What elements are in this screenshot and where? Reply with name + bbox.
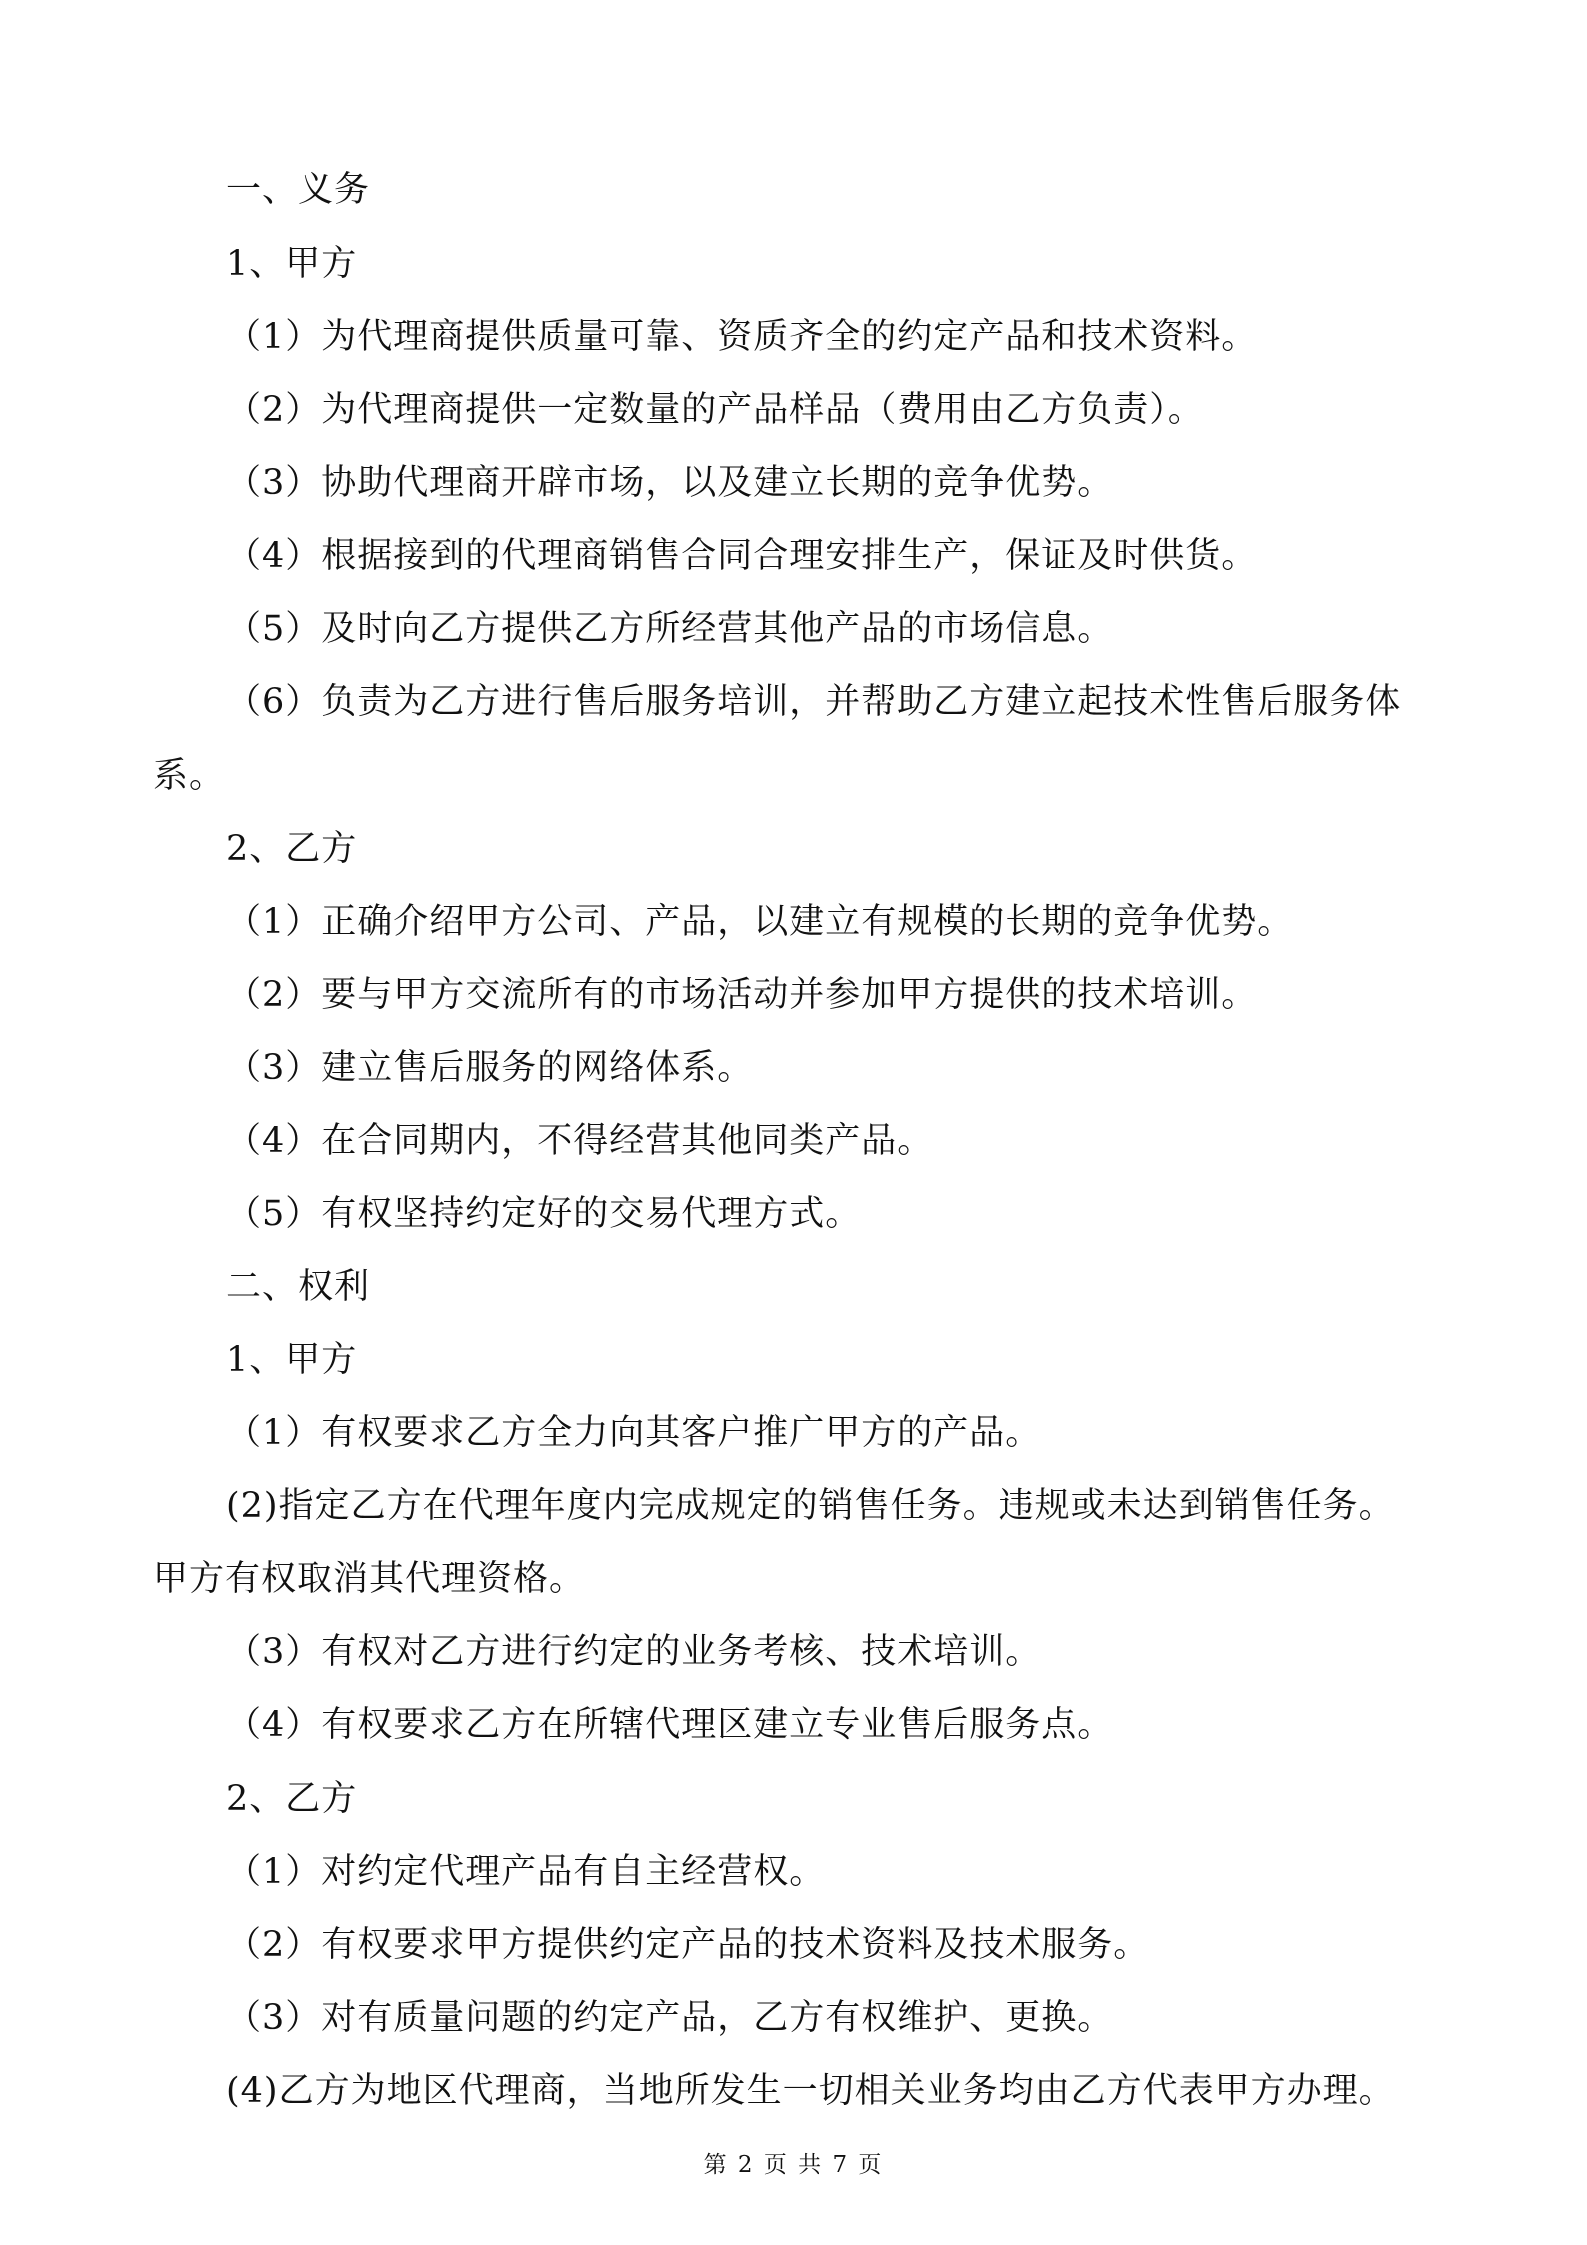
list-item: （5）有权坚持约定好的交易代理方式。 <box>226 1194 862 1234</box>
party-label-a: 1、甲方 <box>226 1340 358 1380</box>
page-number-footer: 第 2 页 共 7 页 <box>703 2152 884 2178</box>
list-item: （4）根据接到的代理商销售合同合理安排生产，保证及时供货。 <box>226 536 1258 576</box>
section-heading-obligations: 一、义务 <box>226 170 371 210</box>
list-item: （1）正确介绍甲方公司、产品，以建立有规模的长期的竞争优势。 <box>226 902 1294 942</box>
list-item: （4）有权要求乙方在所辖代理区建立专业售后服务点。 <box>226 1705 1114 1745</box>
party-label-b: 2、乙方 <box>226 1779 358 1819</box>
list-item-continuation: 系。 <box>153 756 226 796</box>
list-item-continuation: 甲方有权取消其代理资格。 <box>153 1559 586 1599</box>
list-item: (4)乙方为地区代理商，当地所发生一切相关业务均由乙方代表甲方办理。 <box>226 2071 1395 2111</box>
list-item: （1）对约定代理产品有自主经营权。 <box>226 1852 826 1892</box>
list-item: （2）要与甲方交流所有的市场活动并参加甲方提供的技术培训。 <box>226 975 1258 1015</box>
section-heading-rights: 二、权利 <box>226 1267 371 1307</box>
list-item: (2)指定乙方在代理年度内完成规定的销售任务。违规或未达到销售任务。 <box>226 1486 1395 1526</box>
list-item: （1）为代理商提供质量可靠、资质齐全的约定产品和技术资料。 <box>226 317 1258 357</box>
list-item: （3）对有质量问题的约定产品，乙方有权维护、更换。 <box>226 1998 1114 2038</box>
list-item: （2）有权要求甲方提供约定产品的技术资料及技术服务。 <box>226 1925 1150 1965</box>
list-item: （2）为代理商提供一定数量的产品样品（费用由乙方负责）。 <box>226 390 1204 430</box>
list-item: （6）负责为乙方进行售后服务培训，并帮助乙方建立起技术性售后服务体 <box>226 682 1402 722</box>
list-item: （3）建立售后服务的网络体系。 <box>226 1048 754 1088</box>
list-item: （5）及时向乙方提供乙方所经营其他产品的市场信息。 <box>226 609 1114 649</box>
list-item: （3）有权对乙方进行约定的业务考核、技术培训。 <box>226 1632 1042 1672</box>
party-label-b: 2、乙方 <box>226 829 358 869</box>
party-label-a: 1、甲方 <box>226 244 358 284</box>
list-item: （1）有权要求乙方全力向其客户推广甲方的产品。 <box>226 1413 1042 1453</box>
list-item: （3）协助代理商开辟市场，以及建立长期的竞争优势。 <box>226 463 1114 503</box>
list-item: （4）在合同期内，不得经营其他同类产品。 <box>226 1121 934 1161</box>
